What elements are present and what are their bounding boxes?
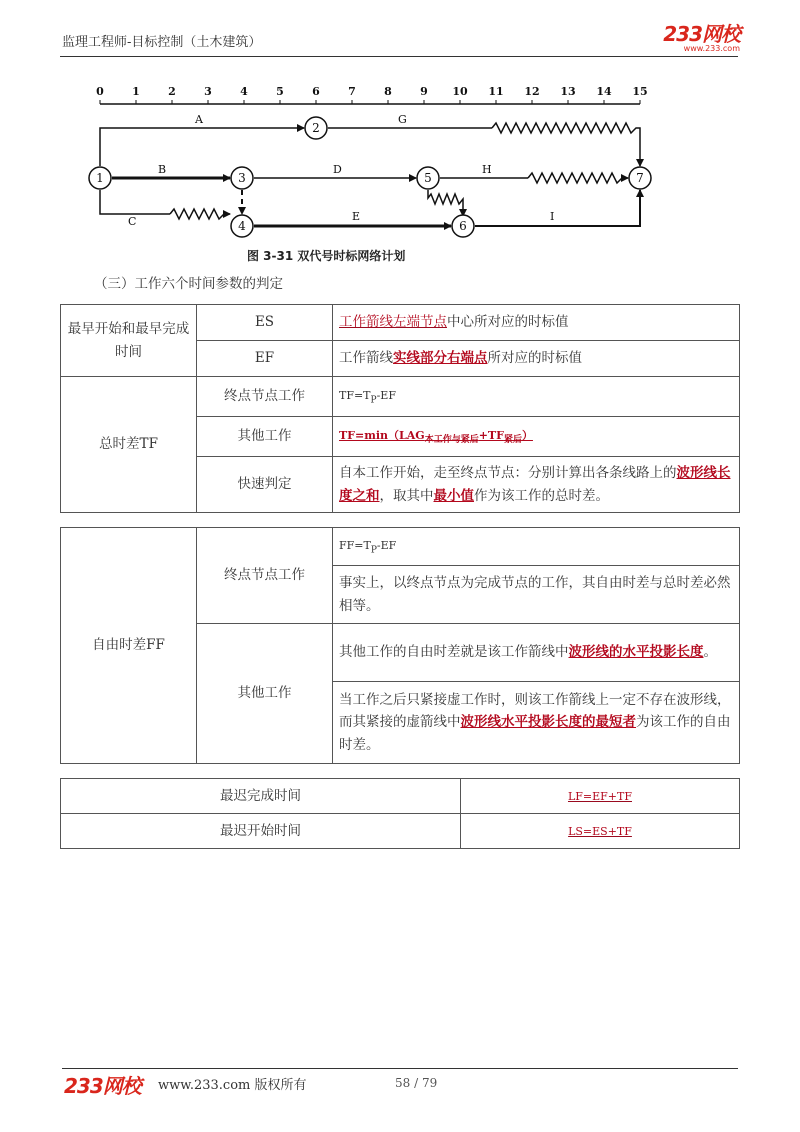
highlight-text: 波形线的水平投影长度 xyxy=(568,644,704,661)
node-6 xyxy=(452,215,474,237)
formula xyxy=(461,814,740,849)
arrow-C-solid xyxy=(100,190,170,214)
plain-text: 当工作之后只紧接虚工作时，则该工作箭线上一定不存在波形线，而其紧接的虚箭线中 xyxy=(339,692,731,731)
footer-logo: 233网校 xyxy=(64,1074,141,1098)
figure-caption: 图 3-31 双代号时标网络计划 xyxy=(247,249,406,263)
param-label: 最迟开始时间 xyxy=(61,814,461,849)
arrow-A xyxy=(100,128,304,166)
logo-url: www.233.com xyxy=(683,44,740,53)
logo-text: 233网校 xyxy=(663,22,740,46)
formula-text: FF=T xyxy=(339,539,371,553)
table-free-float xyxy=(60,527,740,764)
highlight-text: LF=EF+TF xyxy=(567,789,632,803)
time-tick-label: 11 xyxy=(488,85,504,98)
param-description xyxy=(333,305,740,341)
time-tick-label: 3 xyxy=(204,85,212,98)
param-label: 其他工作 xyxy=(197,624,333,764)
node-label: 7 xyxy=(636,171,644,185)
arrow-dummy-5-6 xyxy=(428,190,463,216)
time-tick-label: 0 xyxy=(96,85,104,98)
formula-subscript: 本工作与紧后 xyxy=(424,435,479,446)
highlight-text: 波形线水平投影长度的最短者 xyxy=(460,714,636,731)
arrow-I xyxy=(475,190,640,226)
param-description xyxy=(333,457,740,513)
node-label: 5 xyxy=(424,171,432,185)
plain-text: 。 xyxy=(703,644,717,661)
plain-text: 其他工作的自由时差就是该工作箭线中 xyxy=(339,644,569,661)
time-tick-label: 2 xyxy=(168,85,176,98)
highlight-text: 实线部分右端点 xyxy=(393,350,488,367)
node-label: 6 xyxy=(459,219,467,233)
formula-text: TF=T xyxy=(339,389,371,403)
arrow-H-wave xyxy=(528,173,628,183)
document-header-title: 监理工程师-目标控制（土木建筑） xyxy=(62,35,262,50)
param-description: 事实上，以终点节点为完成节点的工作，其自由时差与总时差必然相等。 xyxy=(333,566,740,624)
formula xyxy=(333,528,740,566)
time-tick-label: 7 xyxy=(348,85,356,98)
highlight-text xyxy=(339,429,533,446)
formula xyxy=(333,417,740,457)
param-label: 快速判定 xyxy=(197,457,333,513)
param-label: 终点节点工作 xyxy=(197,377,333,417)
node-3 xyxy=(231,167,253,189)
time-tick-label: 9 xyxy=(420,85,428,98)
node-label: 4 xyxy=(238,219,246,233)
time-tick-label: 1 xyxy=(132,85,140,98)
highlight-text: LS=ES+TF xyxy=(568,824,632,838)
node-7 xyxy=(629,167,651,189)
param-description xyxy=(333,341,740,377)
highlight-text: 工作箭线左端节点 xyxy=(339,314,447,331)
arrow-C-wave xyxy=(170,209,230,219)
time-tick-label: 13 xyxy=(560,85,576,98)
activity-label: B xyxy=(158,163,167,176)
param-label: EF xyxy=(197,341,333,377)
param-label: 其他工作 xyxy=(197,417,333,457)
plain-text: 工作箭线 xyxy=(339,350,393,367)
node-4 xyxy=(231,215,253,237)
plain-text: 中心所对应的时标值 xyxy=(447,314,569,331)
param-description xyxy=(333,624,740,682)
time-tick-label: 14 xyxy=(596,85,612,98)
time-scale-ticks xyxy=(96,85,647,104)
formula-text: TF=min（LAG xyxy=(339,429,425,443)
activity-label: E xyxy=(352,210,361,223)
param-label: 最迟完成时间 xyxy=(61,779,461,814)
activity-label: D xyxy=(333,163,342,176)
table-latest-times xyxy=(60,778,740,849)
param-label: ES xyxy=(197,305,333,341)
activity-label: H xyxy=(482,163,492,176)
table-row xyxy=(61,528,740,566)
table-row xyxy=(61,779,740,814)
activity-label: I xyxy=(550,210,555,223)
time-tick-label: 15 xyxy=(632,85,648,98)
table-earliest-and-total-float xyxy=(60,304,740,513)
network-diagram xyxy=(80,76,660,246)
row-header: 最早开始和最早完成时间 xyxy=(61,305,197,377)
plain-text: 所对应的时标值 xyxy=(487,350,582,367)
node-5 xyxy=(417,167,439,189)
footer-copyright: www.233.com 版权所有 xyxy=(158,1078,307,1093)
activity-label: G xyxy=(398,113,407,126)
formula xyxy=(333,377,740,417)
node-label: 3 xyxy=(238,171,246,185)
formula xyxy=(461,779,740,814)
formula-text: +TF xyxy=(478,429,504,443)
table-row xyxy=(61,814,740,849)
time-tick-label: 5 xyxy=(276,85,284,98)
time-tick-label: 4 xyxy=(240,85,248,98)
highlight-text: 最小值 xyxy=(433,487,474,504)
plain-text: 作为该工作的总时差。 xyxy=(474,487,609,504)
plain-text: 为该工作的自由时差。 xyxy=(339,714,731,753)
param-description xyxy=(333,682,740,764)
footer-divider xyxy=(62,1068,738,1069)
activity-label: C xyxy=(128,215,137,228)
formula-subscript: P xyxy=(370,395,377,406)
plain-text: ，取其中 xyxy=(379,487,434,504)
table-row xyxy=(61,377,740,417)
node-2 xyxy=(305,117,327,139)
node-label: 1 xyxy=(96,171,104,185)
header-divider xyxy=(60,56,738,57)
time-tick-label: 10 xyxy=(452,85,468,98)
section-heading: （三）工作六个时间参数的判定 xyxy=(94,276,283,292)
row-header: 自由时差FF xyxy=(61,528,197,764)
formula-subscript: 紧后 xyxy=(503,435,522,446)
formula-text: -EF xyxy=(376,389,396,403)
highlight-text: 波形线长度之和 xyxy=(339,465,731,504)
arrow-G-wave xyxy=(492,123,640,166)
node-1 xyxy=(89,167,111,189)
formula-subscript: P xyxy=(370,545,377,556)
formula-text: -EF xyxy=(376,539,397,553)
row-header: 总时差TF xyxy=(61,377,197,513)
page-number: 58 / 79 xyxy=(395,1076,438,1090)
time-tick-label: 8 xyxy=(384,85,392,98)
plain-text: 自本工作开始，走至终点节点：分别计算出各条线路上的 xyxy=(339,465,677,482)
param-label: 终点节点工作 xyxy=(197,528,333,624)
brand-logo xyxy=(663,18,740,53)
activity-label: A xyxy=(195,113,203,126)
table-row xyxy=(61,305,740,341)
node-label: 2 xyxy=(312,121,320,135)
time-tick-label: 6 xyxy=(312,85,320,98)
formula-text: ） xyxy=(521,429,533,443)
time-tick-label: 12 xyxy=(524,85,540,98)
